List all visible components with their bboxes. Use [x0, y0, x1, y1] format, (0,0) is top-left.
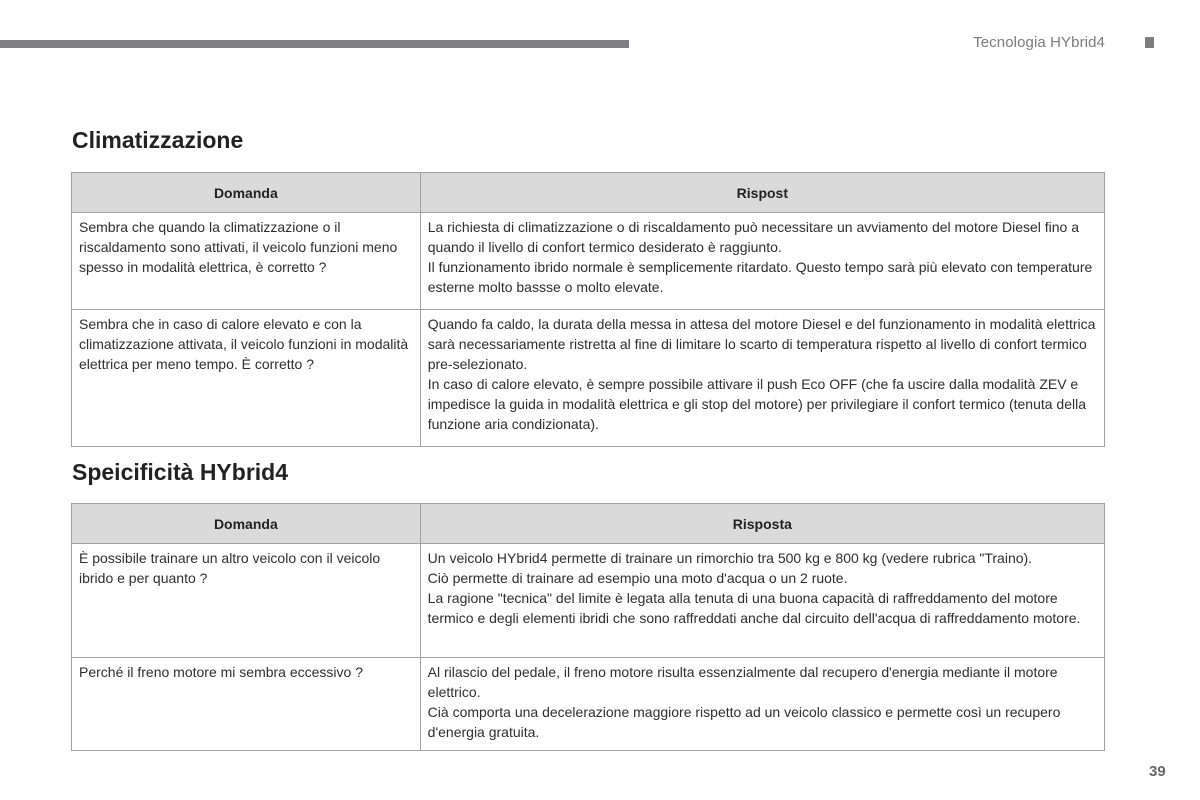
answer-line: La ragione "tecnica" del limite è legata alla tenuta di una buona capacità di raffreddamento del motore termico e degli elementi ibridi che sono raffreddati anche dal circuito dell'acqua di raffreddamento motore.	[427, 590, 1081, 626]
answer-line: Un veicolo HYbrid4 permette di trainare un rimorchio tra 500 kg e 800 kg (vedere rubrica "Traino).	[427, 550, 1033, 566]
faq-table-hybrid4	[71, 503, 1105, 751]
answer-cell	[420, 213, 1104, 310]
answer-cell	[420, 658, 1104, 751]
faq-table-climatizzazione	[71, 172, 1105, 447]
section-title-specificita-hybrid4: Speicificità HYbrid4	[72, 459, 289, 485]
answer-line: Il funzionamento ibrido normale è semplicemente ritardato. Questo tempo sarà più elevato con temperature esterne molto bassse o molto elevate.	[427, 259, 1093, 295]
question-cell: Sembra che in caso di calore elevato e con la climatizzazione attivata, il veicolo funzioni in modalità elettrica per meno tempo. È corretto ?	[72, 310, 421, 447]
table-header-row	[72, 173, 1105, 213]
answer-line: Ciò permette di trainare ad esempio una moto d'acqua o un 2 ruote.	[427, 570, 848, 586]
column-header-risposta: Rispost	[420, 173, 1104, 213]
table-row	[72, 213, 1105, 310]
column-header-risposta: Risposta	[420, 504, 1104, 544]
column-header-domanda: Domanda	[72, 504, 421, 544]
page-number: 39	[1149, 763, 1166, 780]
question-cell: Sembra che quando la climatizzazione o il riscaldamento sono attivati, il veicolo funzioni meno spesso in modalità elettrica, è corretto ?	[72, 213, 421, 310]
question-cell: Perché il freno motore mi sembra eccessivo ?	[72, 658, 421, 751]
running-header-title: Tecnologia HYbrid4	[973, 34, 1105, 51]
table-header-row	[72, 504, 1105, 544]
question-cell: È possibile trainare un altro veicolo con il veicolo ibrido e per quanto ?	[72, 544, 421, 658]
column-header-domanda: Domanda	[72, 173, 421, 213]
answer-line: Quando fa caldo, la durata della messa in attesa del motore Diesel e del funzionamento in modalità elettrica sarà necessariamente ristretta al fine di limitare lo scarto di temperatura rispetto al livello di confort termico pre-selezionato.	[427, 316, 1096, 372]
header-decorative-bar	[0, 40, 629, 48]
answer-line: In caso di calore elevato, è sempre possibile attivare il push Eco OFF (che fa uscire dalla modalità ZEV e impedisce la guida in modalità elettrica e gli stop del motore) per privilegiare il confort termico (tenuta della funzione aria condizionata).	[427, 376, 1087, 432]
table-row	[72, 544, 1105, 658]
table-row	[72, 310, 1105, 447]
section-title-climatizzazione: Climatizzazione	[72, 127, 244, 153]
answer-cell	[420, 310, 1104, 447]
answer-line: Al rilascio del pedale, il freno motore risulta essenzialmente dal recupero d'energia mediante il motore elettrico.	[427, 664, 1058, 700]
table-row	[72, 658, 1105, 751]
header-square-marker-icon	[1145, 37, 1154, 48]
answer-line: Cià comporta una decelerazione maggiore rispetto ad un veicolo classico e permette così un recupero d'energia gratuita.	[427, 704, 1061, 740]
answer-line: La richiesta di climatizzazione o di riscaldamento può necessitare un avviamento del motore Diesel fino a quando il livello di confort termico desiderato è raggiunto.	[427, 219, 1080, 255]
answer-cell	[420, 544, 1104, 658]
